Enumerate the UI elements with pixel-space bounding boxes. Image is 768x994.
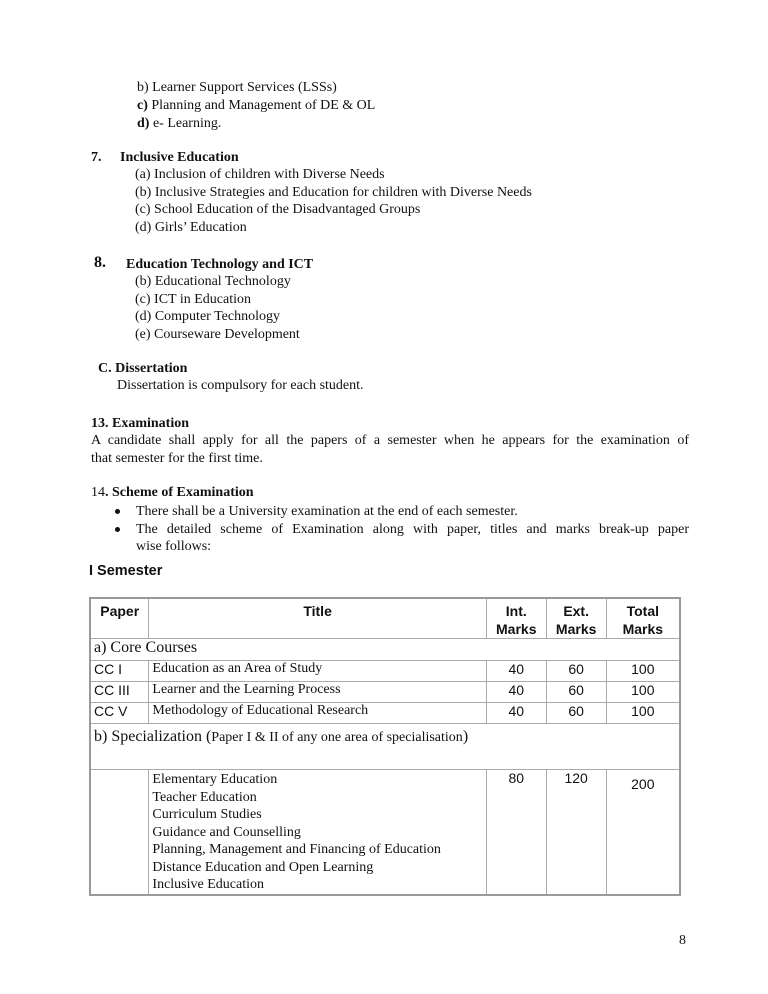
cell-title: Education as an Area of Study bbox=[149, 661, 486, 682]
bullet-item bbox=[136, 521, 689, 555]
header-title: Title bbox=[149, 598, 486, 639]
cell-ext: 60 bbox=[546, 703, 606, 724]
section-7-item: (d) Girls’ Education bbox=[135, 220, 247, 235]
scheme-table bbox=[89, 597, 681, 896]
section-7-number: 7. bbox=[91, 150, 102, 165]
bullet-item: There shall be a University examination at the end of each semester. bbox=[136, 503, 689, 520]
spec-area: Teacher Education bbox=[152, 789, 257, 805]
section-13-line: that semester for the first time. bbox=[91, 451, 263, 466]
section-7-title: Inclusive Education bbox=[120, 150, 239, 165]
table-header-row bbox=[90, 598, 680, 639]
cell-total: 100 bbox=[606, 661, 680, 682]
header-paper: Paper bbox=[90, 598, 149, 639]
section-13-line: A candidate shall apply for all the papers of a semester when he appears for the examination of bbox=[91, 433, 689, 448]
section-14-bullets bbox=[136, 503, 689, 555]
list-item-b: b) Learner Support Services (LSSs) bbox=[137, 80, 337, 95]
cell-title: Methodology of Educational Research bbox=[149, 703, 486, 724]
cell-total: 100 bbox=[606, 703, 680, 724]
header-total: Total Marks bbox=[606, 598, 680, 639]
spec-row bbox=[90, 770, 680, 895]
section-8-title: Education Technology and ICT bbox=[126, 257, 314, 272]
table-row bbox=[90, 661, 680, 682]
section-7-item: (b) Inclusive Strategies and Education for children with Diverse Needs bbox=[135, 185, 532, 200]
header-int: Int. Marks bbox=[486, 598, 546, 639]
list-text-c: Planning and Management of DE & OL bbox=[147, 98, 376, 113]
section-7-item: (c) School Education of the Disadvantaged Groups bbox=[135, 202, 421, 217]
spec-heading: b) Specialization (Paper I & II of any one area of specialisation) bbox=[90, 724, 680, 770]
cell-paper: CC V bbox=[90, 703, 149, 724]
section-14-heading bbox=[91, 484, 254, 501]
list-letter-c: c) bbox=[137, 98, 148, 113]
spec-area: Guidance and Counselling bbox=[152, 824, 301, 840]
cell-ext: 60 bbox=[546, 661, 606, 682]
section-13-title: 13. Examination bbox=[91, 416, 190, 431]
section-7-item: (a) Inclusion of children with Diverse Needs bbox=[135, 167, 385, 182]
spec-area: Curriculum Studies bbox=[152, 807, 262, 822]
list-letter-d: d) bbox=[137, 116, 150, 131]
cell-int: 40 bbox=[486, 703, 546, 724]
cell-ext: 60 bbox=[546, 682, 606, 703]
bullet-icon bbox=[115, 527, 120, 532]
spec-area: Elementary Education bbox=[152, 772, 278, 787]
section-14-number: 14 bbox=[91, 485, 105, 500]
semester-heading: I Semester bbox=[89, 563, 163, 579]
cell-int: 80 bbox=[486, 770, 546, 895]
bullet-icon bbox=[115, 509, 120, 514]
page-number: 8 bbox=[679, 933, 686, 948]
spec-areas bbox=[149, 770, 486, 895]
bullet-line: The detailed scheme of Examination along with paper, titles and marks break-up paper bbox=[136, 522, 689, 537]
section-8-item: (e) Courseware Development bbox=[135, 327, 300, 342]
header-ext: Ext. Marks bbox=[546, 598, 606, 639]
cell-paper: CC I bbox=[90, 661, 149, 682]
table-row bbox=[90, 703, 680, 724]
spec-heading-row bbox=[90, 724, 680, 770]
bullet-line: wise follows: bbox=[136, 539, 212, 554]
list-item-c bbox=[137, 97, 375, 114]
spec-area: Inclusive Education bbox=[152, 877, 264, 892]
section-14-title: . Scheme of Examination bbox=[105, 485, 254, 500]
cell-total: 200 bbox=[606, 770, 680, 895]
cell-ext: 120 bbox=[546, 770, 606, 895]
section-8-item: (b) Educational Technology bbox=[135, 274, 291, 289]
spec-area: Planning, Management and Financing of Education bbox=[152, 842, 441, 857]
cell-int: 40 bbox=[486, 661, 546, 682]
core-heading: a) Core Courses bbox=[90, 639, 680, 661]
list-text-d: e- Learning. bbox=[149, 116, 222, 131]
list-item-d bbox=[137, 115, 221, 132]
section-c-text: Dissertation is compulsory for each student. bbox=[117, 378, 364, 393]
table-row bbox=[90, 682, 680, 703]
section-8-item: (c) ICT in Education bbox=[135, 292, 251, 307]
cell-paper: CC III bbox=[90, 682, 149, 703]
spec-area: Distance Education and Open Learning bbox=[152, 859, 374, 875]
section-8-item: (d) Computer Technology bbox=[135, 309, 280, 324]
core-heading-row bbox=[90, 639, 680, 661]
cell-paper-empty bbox=[90, 770, 149, 895]
cell-total: 100 bbox=[606, 682, 680, 703]
cell-int: 40 bbox=[486, 682, 546, 703]
cell-title: Learner and the Learning Process bbox=[149, 682, 486, 703]
section-8-number: 8. bbox=[94, 254, 106, 271]
section-c-title: C. Dissertation bbox=[98, 361, 188, 376]
